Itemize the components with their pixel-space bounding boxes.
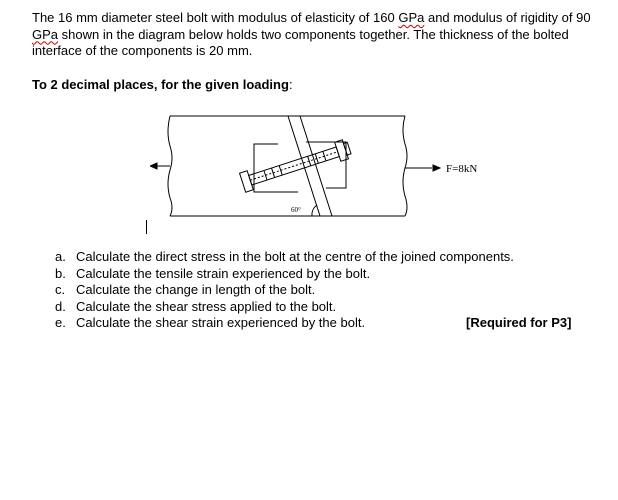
component-outline (168, 116, 407, 216)
question-item-c (55, 282, 595, 299)
question-text: Calculate the tensile strain experienced by the bolt. (76, 265, 371, 281)
left-recess (254, 144, 298, 192)
bolt (240, 139, 353, 193)
instruction-colon: : (288, 77, 293, 92)
intro-text-1: The 16 mm diameter steel bolt with modulus of elasticity of 160 (32, 10, 399, 25)
text-cursor (146, 220, 147, 234)
bolted-joint-diagram (150, 112, 495, 227)
angle-label: 60° (291, 206, 301, 214)
question-item-e (55, 315, 595, 332)
intro-text-3: shown in the diagram below holds two components together. The thickness of the bolted interface of the components is 20 mm. (32, 26, 569, 58)
question-item-b (55, 266, 595, 283)
question-letter: a. (55, 249, 66, 264)
problem-statement (32, 10, 592, 60)
question-item-a (55, 249, 595, 266)
spellcheck-word-gpa: GPa (32, 26, 59, 42)
question-text: Calculate the shear stress applied to the bolt. (76, 298, 337, 314)
right-force-arrow (405, 165, 440, 171)
angle-arc (312, 205, 317, 216)
question-text: Calculate the shear strain experienced by the bolt. (76, 315, 366, 330)
left-force-arrow (150, 163, 170, 169)
spellcheck-word-gpa: GPa (398, 10, 425, 25)
question-letter: b. (55, 265, 66, 281)
bolted-joint-svg (150, 112, 495, 222)
question-letter: c. (55, 282, 66, 297)
question-list (55, 249, 595, 332)
question-text: Calculate the direct stress in the bolt at the centre of the joined components. (76, 249, 514, 264)
instruction-text: To 2 decimal places, for the given loading (32, 77, 289, 92)
force-label: F=8kN (446, 163, 478, 175)
required-note: [Required for P3] (466, 315, 572, 330)
question-letter: e. (55, 315, 66, 330)
instruction-heading (32, 77, 293, 92)
question-item-d (55, 299, 595, 316)
bolt-head (240, 171, 254, 192)
question-text: Calculate the change in length of the bolt. (76, 282, 316, 297)
question-letter: d. (55, 298, 66, 314)
intro-text-2: and modulus of rigidity of 90 (424, 10, 591, 25)
